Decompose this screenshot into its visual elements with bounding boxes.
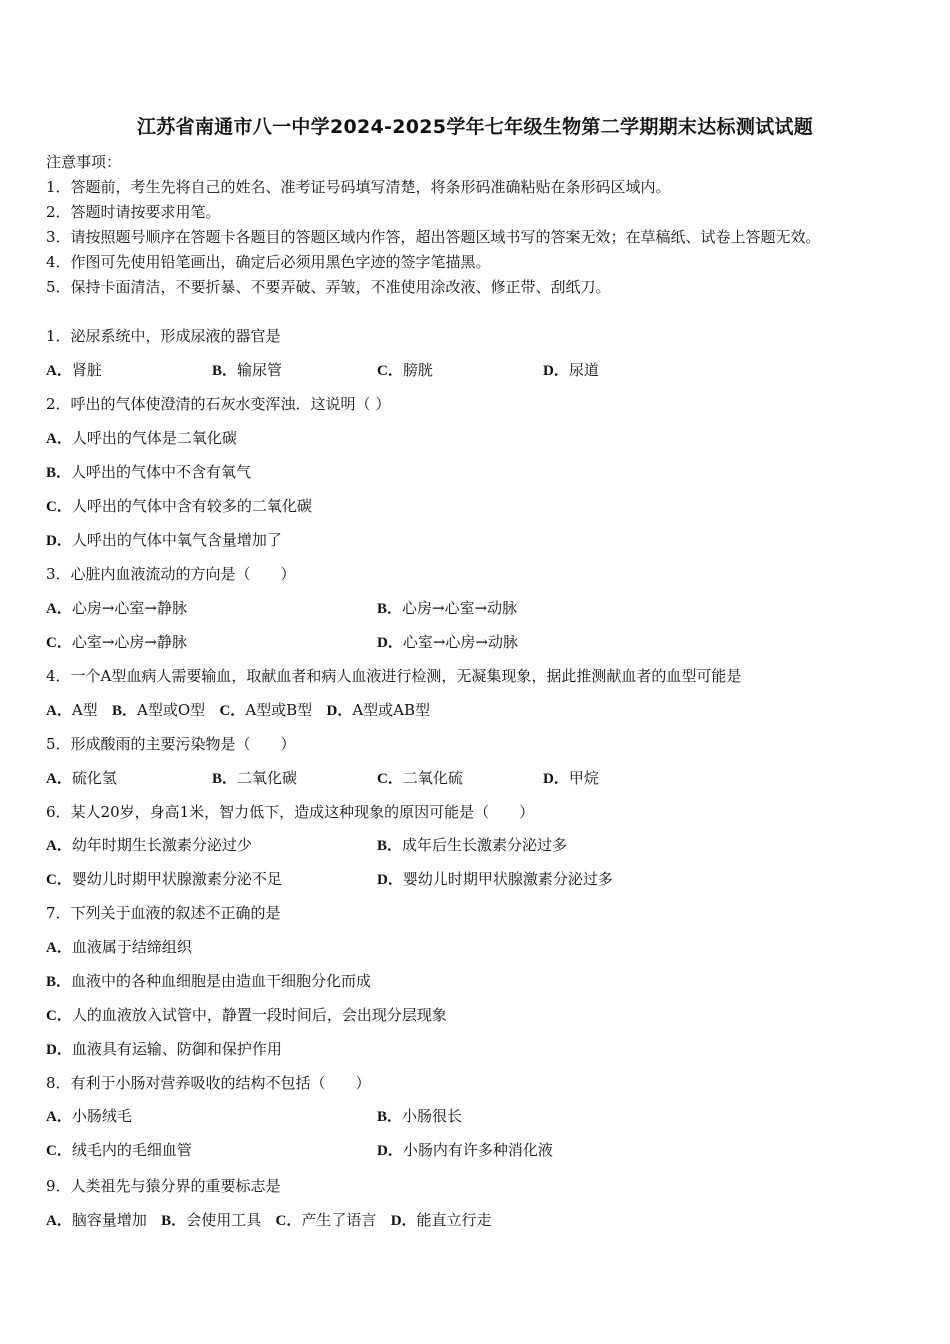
option-b xyxy=(377,835,567,856)
option-letter: C． xyxy=(377,363,403,379)
notice-item: 2．答题时请按要求用笔。 xyxy=(46,203,221,221)
option-b xyxy=(377,1106,462,1127)
option-text: 血液属于结缔组织 xyxy=(71,938,192,956)
option-c xyxy=(377,360,433,381)
option-letter: A． xyxy=(46,838,72,854)
option-letter: C． xyxy=(46,499,72,515)
option-c xyxy=(46,1005,447,1026)
question-9-stem: 9．人类祖先与猿分界的重要标志是 xyxy=(46,1177,281,1195)
option-c xyxy=(46,1140,192,1161)
option-a xyxy=(46,428,237,449)
option-letter: A． xyxy=(46,363,72,379)
option-letter: B． xyxy=(46,465,72,481)
option-letter: D． xyxy=(326,703,353,719)
notice-item: 5．保持卡面清洁，不要折暴、不要弄破、弄皱，不准使用涂改液、修正带、刮纸刀。 xyxy=(46,278,611,296)
option-letter: C． xyxy=(377,771,403,787)
option-text: 绒毛内的毛细血管 xyxy=(71,1141,192,1159)
option-d xyxy=(377,632,518,653)
option-b xyxy=(212,768,297,789)
option-letter: D． xyxy=(390,1213,417,1229)
option-d xyxy=(543,360,599,381)
option-a xyxy=(46,598,187,619)
option-text: 婴幼儿时期甲状腺激素分泌不足 xyxy=(71,870,282,888)
option-letter: C． xyxy=(275,1213,302,1229)
option-letter: A． xyxy=(46,431,72,447)
option-c xyxy=(46,496,312,517)
option-letter: D． xyxy=(543,771,569,787)
option-letter: D． xyxy=(377,635,403,651)
question-3-stem: 3．心脏内血液流动的方向是（ ） xyxy=(46,565,296,583)
option-letter: D． xyxy=(46,533,72,549)
option-text: 硫化氢 xyxy=(71,769,117,787)
option-text: 小肠很长 xyxy=(402,1107,463,1125)
question-4-stem: 4．一个A型血病人需要输血，取献血者和病人血液进行检测，无凝集现象，据此推测献血者的血型可能是 xyxy=(46,667,742,685)
notice-item: 3．请按照题号顺序在答题卡各题目的答题区域内作答，超出答题区域书写的答案无效；在草稿纸、试卷上答题无效。 xyxy=(46,228,821,246)
option-text: 产生了语言 xyxy=(301,1211,377,1229)
option-letter: A． xyxy=(46,1109,72,1125)
option-b xyxy=(377,598,517,619)
option-letter: A． xyxy=(46,940,72,956)
option-text: 尿道 xyxy=(568,361,599,379)
question-9-options xyxy=(46,1210,492,1231)
option-letter: C． xyxy=(46,1143,72,1159)
option-letter: C． xyxy=(46,635,72,651)
option-letter: B． xyxy=(377,838,403,854)
option-d xyxy=(46,1039,282,1060)
notice-item: 4．作图可先使用铅笔画出，确定后必须用黑色字迹的签字笔描黑。 xyxy=(46,253,491,271)
question-8-stem: 8．有利于小肠对营养吸收的结构不包括（ ） xyxy=(46,1074,371,1092)
option-text: 膀胱 xyxy=(402,361,433,379)
option-letter: A． xyxy=(46,771,72,787)
option-d xyxy=(377,1140,553,1161)
question-2-stem: 2．呼出的气体使澄清的石灰水变浑浊．这说明（ ） xyxy=(46,395,391,413)
option-letter: C． xyxy=(46,872,72,888)
option-a xyxy=(46,768,117,789)
option-text: A型或O型 xyxy=(137,701,206,719)
option-b xyxy=(46,462,251,483)
option-text: 成年后生长激素分泌过多 xyxy=(402,836,568,854)
option-text: 脑容量增加 xyxy=(71,1211,147,1229)
option-letter: B． xyxy=(112,703,138,719)
option-letter: C． xyxy=(46,1008,72,1024)
option-letter: B． xyxy=(212,363,238,379)
question-6-stem: 6．某人20岁，身高1米，智力低下，造成这种现象的原因可能是（ ） xyxy=(46,803,535,821)
option-letter: D． xyxy=(377,1143,403,1159)
question-5-stem: 5．形成酸雨的主要污染物是（ ） xyxy=(46,735,296,753)
option-text: 小肠内有许多种消化液 xyxy=(402,1141,553,1159)
option-c xyxy=(46,632,187,653)
option-text: 二氧化碳 xyxy=(237,769,298,787)
option-letter: A． xyxy=(46,601,72,617)
option-letter: B． xyxy=(212,771,238,787)
option-letter: B． xyxy=(377,601,403,617)
option-text: 人呼出的气体中氧气含量增加了 xyxy=(71,531,282,549)
option-b xyxy=(212,360,282,381)
option-text: 人呼出的气体是二氧化碳 xyxy=(71,429,237,447)
option-c xyxy=(46,869,282,890)
option-text: 人的血液放入试管中，静置一段时间后，会出现分层现象 xyxy=(71,1006,447,1024)
option-text: 肾脏 xyxy=(71,361,102,379)
option-text: 输尿管 xyxy=(237,361,283,379)
option-letter: C． xyxy=(219,703,246,719)
option-letter: B． xyxy=(46,974,72,990)
option-text: 小肠绒毛 xyxy=(71,1107,132,1125)
option-text: 婴幼儿时期甲状腺激素分泌过多 xyxy=(402,870,613,888)
option-text: 心室→心房→静脉 xyxy=(71,633,187,651)
option-letter: B． xyxy=(377,1109,403,1125)
exam-title: 江苏省南通市八一中学2024-2025学年七年级生物第二学期期末达标测试试题 xyxy=(136,116,814,138)
option-letter: D． xyxy=(46,1042,72,1058)
question-7-stem: 7．下列关于血液的叙述不正确的是 xyxy=(46,904,281,922)
option-d xyxy=(46,530,282,551)
option-text: A型或B型 xyxy=(245,701,313,719)
option-d xyxy=(377,869,613,890)
option-text: 甲烷 xyxy=(568,769,599,787)
option-d xyxy=(543,768,599,789)
option-text: 血液具有运输、防御和保护作用 xyxy=(71,1040,282,1058)
option-a xyxy=(46,360,102,381)
option-text: 人呼出的气体中含有较多的二氧化碳 xyxy=(71,497,312,515)
option-text: 心室→心房→动脉 xyxy=(402,633,518,651)
option-a xyxy=(46,937,192,958)
option-text: 血液中的各种血细胞是由造血干细胞分化而成 xyxy=(71,972,372,990)
option-text: 幼年时期生长激素分泌过少 xyxy=(71,836,252,854)
option-a xyxy=(46,1106,132,1127)
option-letter: D． xyxy=(543,363,569,379)
notice-heading: 注意事项： xyxy=(46,153,122,171)
option-text: A型或AB型 xyxy=(352,701,431,719)
option-c xyxy=(377,768,463,789)
option-text: 能直立行走 xyxy=(416,1211,492,1229)
option-text: 心房→心室→静脉 xyxy=(71,599,187,617)
question-4-options xyxy=(46,700,430,721)
option-letter: A． xyxy=(46,1213,72,1229)
option-text: A型 xyxy=(71,701,98,719)
option-a xyxy=(46,835,252,856)
option-text: 心房→心室→动脉 xyxy=(402,599,518,617)
option-text: 二氧化硫 xyxy=(402,769,463,787)
option-letter: A． xyxy=(46,703,72,719)
option-letter: B． xyxy=(161,1213,187,1229)
option-letter: D． xyxy=(377,872,403,888)
option-text: 人呼出的气体中不含有氧气 xyxy=(71,463,252,481)
question-1-stem: 1．泌尿系统中，形成尿液的器官是 xyxy=(46,327,281,345)
notice-item: 1．答题前，考生先将自己的姓名、准考证号码填写清楚，将条形码准确粘贴在条形码区域内。 xyxy=(46,178,671,196)
option-text: 会使用工具 xyxy=(186,1211,262,1229)
option-b xyxy=(46,971,371,992)
